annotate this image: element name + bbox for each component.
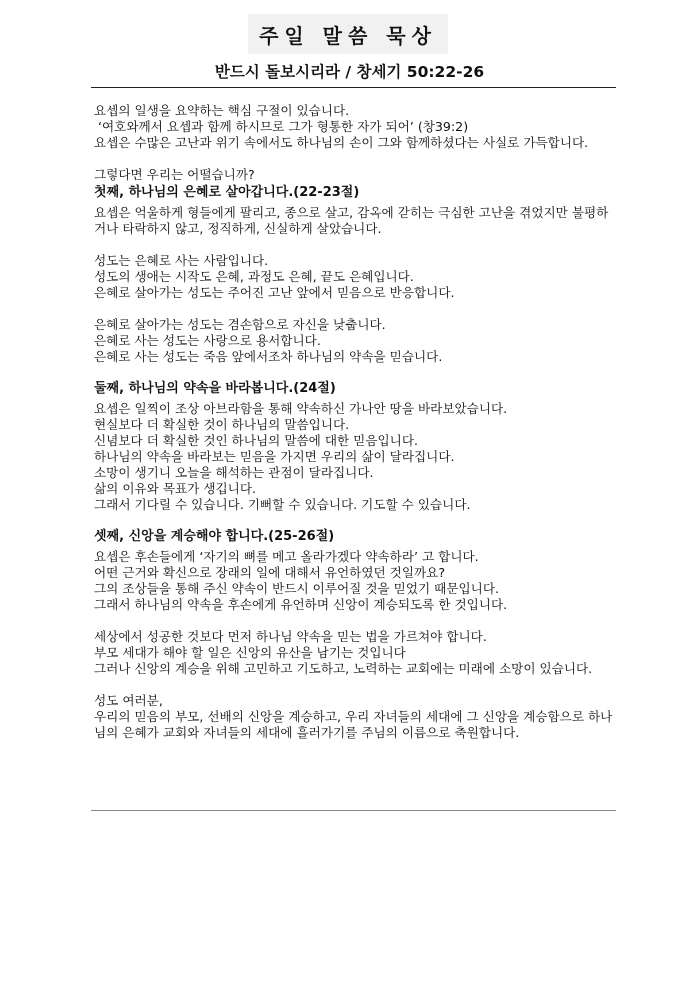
body-line: 삶의 이유와 목표가 생깁니다. xyxy=(94,481,256,496)
page-title: 주일 말씀 묵상 xyxy=(259,23,437,48)
page-subtitle: 반드시 돌보시리라 / 창세기 50:22-26 xyxy=(214,63,485,81)
body-line: 그래서 기다릴 수 있습니다. 기뻐할 수 있습니다. 기도할 수 있습니다. xyxy=(94,497,471,512)
body-line: 성도는 은혜로 사는 사람입니다. xyxy=(94,253,269,268)
body-line: 그래서 하나님의 약속을 후손에게 유언하며 신앙이 계승되도록 한 것입니다. xyxy=(94,597,508,612)
section1-paragraph xyxy=(94,253,616,301)
section3-paragraph xyxy=(94,629,616,677)
body-line: 요셉은 후손들에게 ‘자기의 뼈를 메고 올라가겠다 약속하라’ 고 합니다. xyxy=(94,549,479,564)
body-line: 요셉은 억울하게 형들에게 팔리고, 종으로 살고, 감옥에 갇히는 극심한 고난을 겪었지만 불평하거나 타락하지 않고, 정직하게, 신실하게 살았습니다. xyxy=(94,205,609,236)
body-line: 우리의 믿음의 부모, 선배의 신앙을 계승하고, 우리 자녀들의 세대에 그 신앙을 계승함으로 하나님의 은혜가 교회와 자녀들의 세대에 흘러가기를 주님의 이름으로 축원합니다. xyxy=(94,709,613,740)
body-line: 은혜로 살아가는 성도는 겸손함으로 자신을 낮춥니다. xyxy=(94,317,386,332)
section3-heading: 셋째, 신앙을 계승해야 합니다.(25-26절) xyxy=(94,529,335,544)
body-line: 성도의 생애는 시작도 은혜, 과정도 은혜, 끝도 은혜입니다. xyxy=(94,269,414,284)
section2-heading: 둘째, 하나님의 약속을 바라봅니다.(24절) xyxy=(94,381,336,396)
intro-line: 요셉은 수많은 고난과 위기 속에서도 하나님의 손이 그와 함께하셨다는 사실로 가득합니다. xyxy=(94,135,589,150)
body-line: 어떤 근거와 확신으로 장래의 일에 대해서 유언하였던 것일까요? xyxy=(94,565,446,580)
intro-line: 요셉의 일생을 요약하는 핵심 구절이 있습니다. xyxy=(94,103,350,118)
bottom-divider xyxy=(91,810,616,811)
body-line: 그러나 신앙의 계승을 위해 고민하고 기도하고, 노력하는 교회에는 미래에 소망이 있습니다. xyxy=(94,661,593,676)
section1-paragraph xyxy=(94,205,616,237)
title-box xyxy=(248,14,448,54)
section3-paragraph xyxy=(94,549,616,613)
body-line: 성도 여러분, xyxy=(94,693,163,708)
intro-paragraph xyxy=(94,103,616,151)
section2-paragraph xyxy=(94,401,616,513)
question-line: 그렇다면 우리는 어떨습니까? xyxy=(94,167,255,182)
body-line: 현실보다 더 확실한 것이 하나님의 말씀입니다. xyxy=(94,417,350,432)
top-divider xyxy=(91,87,616,88)
body-line: 은혜로 사는 성도는 죽음 앞에서조차 하나님의 약속을 믿습니다. xyxy=(94,349,443,364)
intro-line: ‘여호와께서 요셉과 함께 하시므로 그가 형통한 자가 되어’ (창39:2) xyxy=(98,119,469,134)
body-line: 세상에서 성공한 것보다 먼저 하나님 약속을 믿는 법을 가르쳐야 합니다. xyxy=(94,629,487,644)
body-line: 요셉은 일찍이 조상 아브라함을 통해 약속하신 가나안 땅을 바라보았습니다. xyxy=(94,401,508,416)
body-line: 하나님의 약속을 바라보는 믿음을 가지면 우리의 삶이 달라집니다. xyxy=(94,449,455,464)
body-line: 은혜로 살아가는 성도는 주어진 고난 앞에서 믿음으로 반응합니다. xyxy=(94,285,455,300)
sermon-body xyxy=(94,103,616,741)
body-line: 그의 조상들을 통해 주신 약속이 반드시 이루어질 것을 믿었기 때문입니다. xyxy=(94,581,499,596)
section1-paragraph xyxy=(94,317,616,365)
body-line: 신념보다 더 확실한 것인 하나님의 말씀에 대한 믿음입니다. xyxy=(94,433,418,448)
section3-paragraph xyxy=(94,693,616,741)
section1-heading: 첫째, 하나님의 은혜로 살아갑니다.(22-23절) xyxy=(94,185,360,200)
body-line: 소망이 생기니 오늘을 해석하는 관점이 달라집니다. xyxy=(94,465,374,480)
body-line: 은혜로 사는 성도는 사랑으로 용서합니다. xyxy=(94,333,321,348)
body-line: 부모 세대가 해야 할 일은 신앙의 유산을 남기는 것입니다 xyxy=(94,645,406,660)
